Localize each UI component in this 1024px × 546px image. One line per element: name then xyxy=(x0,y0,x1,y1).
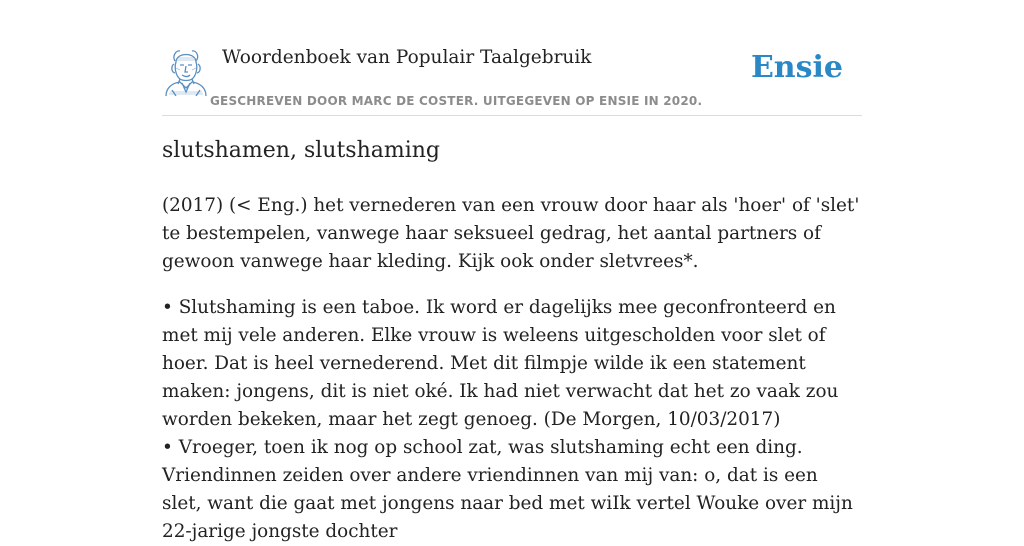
entry-definition: (2017) (< Eng.) het vernederen van een vrouw door haar als 'hoer' of 'slet' te bestempelen, vanwege haar seksueel gedrag, het aantal partners of gewoon vanwege haar kleding. Kijk ook onder sletvrees*. xyxy=(162,195,860,272)
entry-title: slutshamen, slutshaming xyxy=(162,138,441,163)
entry-content xyxy=(162,192,862,546)
author-portrait-icon xyxy=(162,46,210,96)
quote-paragraph: • Slutshaming is een taboe. Ik word er dagelijks mee geconfronteerd en met mij vele anderen. Elke vrouw is weleens uitgescholden voor slet of hoer. Dat is heel vernederend. Met dit filmpje wilde ik een statement maken: jongens, dit is niet oké. Ik had niet verwacht dat het zo vaak zou worden bekeken, maar het zegt genoeg. (De Morgen, 10/03/2017) xyxy=(162,297,839,430)
quote-paragraph: • Vroeger, toen ik nog op school zat, was slutshaming echt een ding. Vriendinnen zeiden over andere vriendinnen van mij van: o, dat is een slet, want die gaat met jongens naar bed met wiIk vertel Wouke over mijn 22-jarige jongste dochter xyxy=(162,437,853,542)
ensie-logo-link[interactable]: Ensie xyxy=(750,50,843,85)
book-title: Woordenboek van Populair Taalgebruik xyxy=(222,47,592,68)
byline: GESCHREVEN DOOR MARC DE COSTER. UITGEGEVEN OP ENSIE IN 2020. xyxy=(210,94,703,108)
page-header xyxy=(162,40,862,116)
